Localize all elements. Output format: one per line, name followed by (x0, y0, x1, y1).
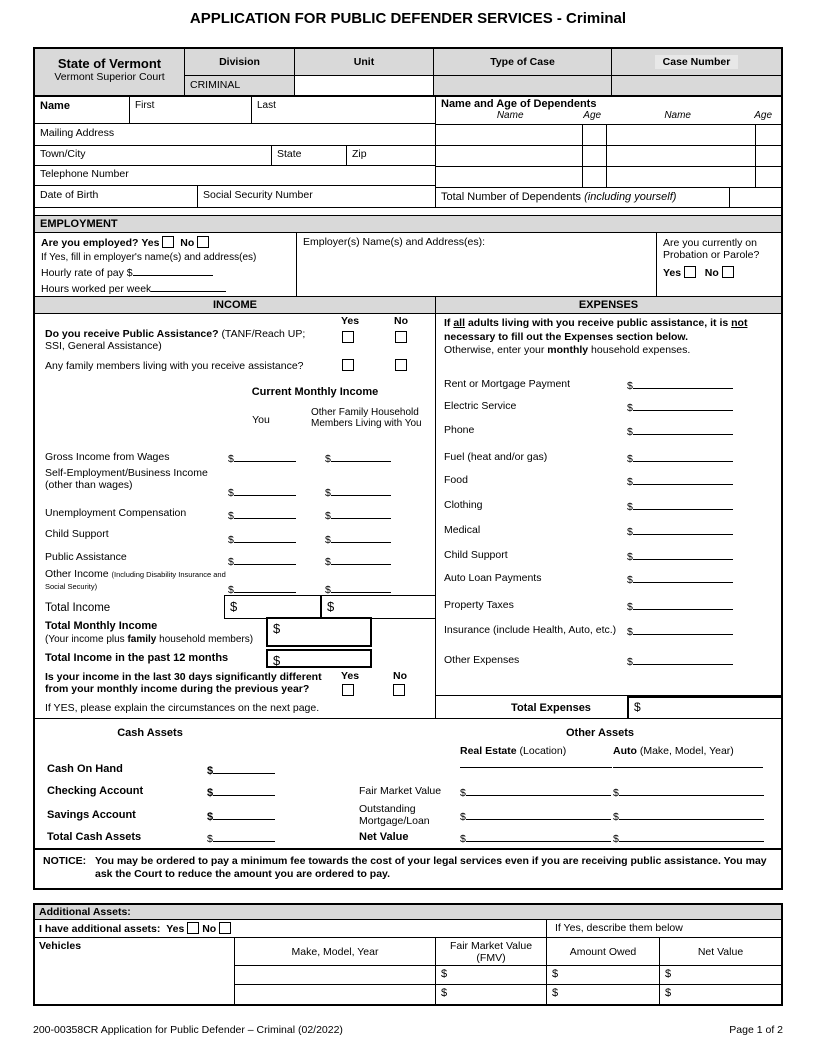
telephone-field[interactable] (35, 166, 435, 185)
division-label: Division (185, 49, 294, 76)
probation-question: Are you currently on Probation or Parole? (663, 237, 760, 261)
mailing-address-label: Mailing Address (40, 127, 115, 139)
income-different-no-header: No (393, 670, 407, 682)
cash-row-label: Cash On Hand (47, 763, 123, 775)
hourly-rate-line[interactable] (133, 265, 213, 276)
vehicle-net-cell[interactable] (660, 985, 781, 1004)
expense-row-label: Food (444, 474, 468, 486)
income-yes-header: Yes (340, 315, 360, 327)
expense-line[interactable] (627, 499, 733, 513)
income-if-yes-note: If YES, please explain the circumstances on the next page. (45, 702, 320, 714)
ssn-field[interactable] (198, 186, 435, 208)
dollar-sign: $ (273, 621, 281, 636)
expense-row-label: Child Support (444, 549, 508, 561)
outstanding-label-2: Mortgage/Loan (359, 815, 430, 827)
town-city-label: Town/City (40, 148, 86, 160)
dollar-sign: $ (228, 556, 234, 568)
dollar-sign: $ (325, 534, 331, 546)
probation-no-checkbox[interactable] (722, 266, 734, 278)
real-estate-label: Real Estate (Location) (460, 745, 567, 757)
dollar-sign: $ (325, 487, 331, 499)
court-cell (35, 49, 185, 95)
personal-section (33, 97, 783, 208)
dollar-sign: $ (613, 833, 619, 845)
zip-field[interactable] (347, 146, 435, 165)
public-assistance-no-checkbox[interactable] (395, 331, 407, 343)
expense-row-label: Fuel (heat and/or gas) (444, 451, 548, 463)
past-12-months-field[interactable] (266, 649, 372, 668)
dollar-sign: $ (627, 453, 633, 465)
dob-label: Date of Birth (40, 189, 99, 201)
footer-page-number: Page 1 of 2 (729, 1024, 783, 1036)
total-income-label: Total Income (45, 602, 111, 614)
auto-mortgage-line[interactable] (613, 809, 764, 823)
vehicle-net-cell[interactable] (660, 966, 781, 985)
expense-row-label: Phone (444, 424, 475, 436)
additional-assets-section (33, 903, 783, 1006)
dependents-col-name: Name (496, 110, 524, 121)
cash-line[interactable] (207, 809, 275, 823)
expenses-column (436, 314, 781, 718)
employed-yes-label: Yes (141, 237, 160, 249)
dependent-age-cell[interactable] (755, 145, 781, 166)
income-heading: INCOME (35, 297, 436, 313)
dollar-sign: $ (228, 534, 234, 546)
dollar-sign: $ (552, 968, 559, 980)
auto-label: Auto (Make, Model, Year) (613, 745, 734, 757)
dollar-sign: $ (441, 987, 448, 999)
town-city-field[interactable] (35, 146, 272, 165)
income-different-yes-header: Yes (340, 670, 360, 682)
past-12-months-label: Total Income in the past 12 months (45, 652, 229, 664)
expense-line[interactable] (627, 400, 733, 414)
total-expenses-label: Total Expenses (511, 702, 591, 714)
public-assistance-note: (TANF/Reach UP; SSI, General Assistance) (45, 328, 306, 352)
additional-no-checkbox[interactable] (219, 922, 231, 934)
dependents-row (436, 166, 781, 187)
dollar-sign: $ (627, 402, 633, 414)
dependents-total-note: (including yourself) (584, 191, 677, 203)
expense-line[interactable] (627, 624, 733, 638)
cash-line[interactable] (207, 763, 275, 777)
probation-yes-label: Yes (663, 267, 682, 279)
vehicles-header: Vehicles (35, 938, 235, 1004)
dollar-sign: $ (460, 787, 466, 799)
family-assistance-no-checkbox[interactable] (395, 359, 407, 371)
public-assistance-question: Do you receive Public Assistance? (45, 328, 219, 340)
dependent-name-cell[interactable] (436, 166, 582, 187)
income-no-header: No (394, 315, 408, 327)
other-assets-heading: Other Assets (565, 727, 635, 739)
dollar-sign: $ (441, 968, 448, 980)
dollar-sign: $ (325, 510, 331, 522)
income-column (35, 314, 436, 718)
real-estate-net-line[interactable] (460, 831, 611, 845)
total-monthly-income-label: Total Monthly Income (45, 620, 158, 632)
additional-assets-table (35, 938, 781, 1004)
outstanding-label-1: Outstanding (359, 803, 416, 815)
dependent-age-cell[interactable] (582, 124, 606, 145)
income-you-line[interactable] (228, 508, 296, 522)
hours-per-week-line[interactable] (151, 281, 226, 292)
dollar-sign: $ (627, 601, 633, 613)
auto-desc-line[interactable] (613, 757, 763, 768)
type-of-case-col (434, 49, 612, 95)
expense-line[interactable] (627, 524, 733, 538)
dollar-sign: $ (325, 453, 331, 465)
dollar-sign: $ (273, 653, 281, 668)
income-different-question: Is your income in the last 30 days significantly different from your monthly income during the previous year? (45, 671, 322, 695)
unit-label: Unit (295, 49, 433, 76)
employment-section (33, 233, 783, 296)
additional-no-label: No (202, 923, 217, 935)
amount-owed-header: Amount Owed (547, 938, 660, 966)
income-other-line[interactable] (325, 582, 391, 596)
total-monthly-income-note: (Your income plus family household members) (45, 634, 254, 645)
dependents-col-age: Age (754, 110, 773, 121)
vehicle-fmv-cell[interactable] (436, 966, 547, 985)
employed-no-label: No (180, 237, 195, 249)
dollar-sign: $ (460, 811, 466, 823)
employment-questions (35, 233, 297, 296)
unit-field[interactable] (295, 76, 433, 95)
assets-section (33, 718, 783, 848)
dependent-name-cell[interactable] (436, 145, 582, 166)
expense-row-label: Insurance (include Health, Auto, etc.) (444, 624, 617, 636)
auto-net-line[interactable] (613, 831, 764, 845)
first-name-field[interactable] (130, 97, 252, 123)
dependent-name-cell[interactable] (606, 124, 755, 145)
employer-label: Employer(s) Name(s) and Address(es): (303, 236, 486, 248)
fair-market-value-label: Fair Market Value (359, 785, 442, 797)
dollar-sign: $ (327, 599, 335, 614)
income-you-line[interactable] (228, 451, 296, 465)
notice-label: NOTICE: (43, 855, 87, 867)
division-col (185, 49, 295, 95)
dollar-sign: $ (230, 599, 238, 614)
unit-col (295, 49, 434, 95)
make-model-year-header: Make, Model, Year (235, 938, 436, 966)
case-number-field[interactable] (612, 76, 781, 95)
dependent-age-cell[interactable] (755, 124, 781, 145)
dollar-sign: $ (613, 811, 619, 823)
dollar-sign: $ (460, 833, 466, 845)
expense-line[interactable] (627, 378, 733, 392)
expense-line[interactable] (627, 474, 733, 488)
income-row-label: Self-Employment/Business Income (other than wages) (45, 467, 208, 491)
income-col-other: Other Family Household Members Living with You (311, 407, 422, 429)
employment-if-yes-note: If Yes, fill in employer's name(s) and address(es) (41, 251, 257, 263)
income-you-line[interactable] (228, 485, 296, 499)
income-row-label: Unemployment Compensation (45, 507, 187, 519)
income-different-yes-checkbox[interactable] (342, 684, 354, 696)
dollar-sign: $ (325, 556, 331, 568)
income-col-you: You (252, 414, 270, 426)
income-row-label: Gross Income from Wages (45, 451, 170, 463)
notice-text: You may be ordered to pay a minimum fee towards the cost of your legal services even if you are receiving public assistance. You may ask the Court to reduce the amount you are ordered to pay. (95, 855, 767, 880)
ssn-label: Social Security Number (203, 189, 313, 201)
mailing-address-field[interactable] (35, 124, 435, 145)
vehicle-fmv-cell[interactable] (436, 985, 547, 1004)
employment-heading: EMPLOYMENT (33, 215, 783, 233)
court-org-sub: Vermont Superior Court (54, 71, 165, 83)
dollar-sign: $ (627, 626, 633, 638)
dollar-sign: $ (228, 487, 234, 499)
dependents-row (436, 124, 781, 145)
dependents-col-name: Name (664, 110, 691, 121)
last-name-field[interactable] (252, 97, 435, 123)
income-row-label: Public Assistance (45, 551, 127, 563)
dependents-col-age: Age (583, 110, 602, 121)
employer-name-address-field[interactable] (297, 233, 657, 296)
net-value-label: Net Value (359, 831, 409, 843)
last-label: Last (257, 100, 276, 111)
income-you-line[interactable] (228, 582, 296, 596)
spacer (33, 208, 783, 215)
hourly-rate-label: Hourly rate of pay $ (41, 267, 133, 279)
cash-line[interactable] (207, 831, 275, 845)
income-row-label: Child Support (45, 528, 109, 540)
probation-cell (657, 233, 781, 296)
family-assistance-question: Any family members living with you receive assistance? (45, 360, 304, 372)
additional-yes-checkbox[interactable] (187, 922, 199, 934)
total-income-you-field[interactable] (224, 595, 321, 619)
expense-line[interactable] (627, 451, 733, 465)
income-other-line[interactable] (325, 485, 391, 499)
expense-row-label: Electric Service (444, 400, 517, 412)
net-value-header: Net Value (660, 938, 781, 966)
notice-section (33, 848, 783, 890)
real-estate-fmv-line[interactable] (460, 785, 611, 799)
employed-yes-checkbox[interactable] (162, 236, 174, 248)
income-you-line[interactable] (228, 554, 296, 568)
dependents-row (436, 145, 781, 166)
expenses-intro: If all adults living with you receive public assistance, it is not necessary to fill out the Expenses section below. Otherwise, enter your monthly household expenses. (444, 317, 748, 356)
expense-row-label: Clothing (444, 499, 483, 511)
dollar-sign: $ (207, 811, 214, 823)
dependent-name-cell[interactable] (436, 124, 582, 145)
additional-assets-question-row (35, 920, 781, 938)
current-monthly-income-heading: Current Monthly Income (251, 386, 379, 398)
expense-line[interactable] (627, 599, 733, 613)
dollar-sign: $ (627, 501, 633, 513)
public-assistance-yes-checkbox[interactable] (342, 331, 354, 343)
expense-row-label: Medical (444, 524, 481, 536)
page-footer (33, 1024, 783, 1036)
dollar-sign: $ (207, 787, 214, 799)
additional-assets-question: I have additional assets: (39, 923, 161, 935)
probation-yes-checkbox[interactable] (684, 266, 696, 278)
employed-question: Are you employed? (41, 237, 139, 249)
dollar-sign: $ (627, 476, 633, 488)
page-title: APPLICATION FOR PUBLIC DEFENDER SERVICES - Criminal (189, 10, 627, 27)
dependents-total-label: Total Number of Dependents (441, 191, 582, 203)
income-other-line[interactable] (325, 451, 391, 465)
dollar-sign: $ (207, 833, 213, 845)
additional-assets-heading: Additional Assets: (35, 905, 781, 920)
expense-line[interactable] (627, 654, 733, 668)
dollar-sign: $ (228, 453, 234, 465)
personal-left (35, 97, 436, 207)
dependents-heading: Name and Age of Dependents (441, 98, 597, 110)
case-number-label: Case Number (655, 55, 739, 69)
dollar-sign: $ (627, 656, 633, 668)
expense-row-label: Property Taxes (444, 599, 514, 611)
cash-row-label: Savings Account (47, 809, 136, 821)
cash-assets-heading: Cash Assets (117, 727, 183, 739)
vehicle-amount-cell[interactable] (547, 966, 660, 985)
total-expenses-field[interactable] (627, 696, 781, 718)
income-other-line[interactable] (325, 508, 391, 522)
expense-line[interactable] (627, 424, 733, 438)
employed-no-checkbox[interactable] (197, 236, 209, 248)
vehicle-make-cell[interactable] (235, 985, 436, 1004)
fmv-header: Fair Market Value (FMV) (436, 938, 547, 966)
income-other-line[interactable] (325, 554, 391, 568)
dob-field[interactable] (35, 186, 198, 208)
income-you-line[interactable] (228, 532, 296, 546)
expense-row-label: Auto Loan Payments (444, 572, 542, 584)
dependent-age-cell[interactable] (582, 145, 606, 166)
total-income-other-field[interactable] (321, 595, 436, 619)
expense-row-label: Other Expenses (444, 654, 520, 666)
additional-describe-label: If Yes, describe them below (555, 922, 683, 934)
dependent-name-cell[interactable] (606, 166, 755, 187)
first-label: First (135, 100, 155, 111)
dollar-sign: $ (325, 584, 331, 596)
total-expenses-row (436, 695, 781, 718)
dollar-sign: $ (613, 787, 619, 799)
zip-label: Zip (352, 148, 367, 160)
income-expenses-columns (33, 314, 783, 718)
probation-no-label: No (704, 267, 719, 279)
court-org: State of Vermont (57, 56, 162, 71)
vehicle-amount-cell[interactable] (547, 985, 660, 1004)
telephone-label: Telephone Number (40, 168, 129, 180)
dollar-sign: $ (552, 987, 559, 999)
dollar-sign: $ (207, 765, 214, 777)
dollar-sign: $ (665, 968, 672, 980)
auto-fmv-line[interactable] (613, 785, 764, 799)
income-row-label: Other Income (Including Disability Insurance and Social Security) (45, 568, 226, 591)
state-label: State (277, 148, 302, 160)
division-value: CRIMINAL (185, 76, 294, 95)
family-assistance-yes-checkbox[interactable] (342, 359, 354, 371)
type-of-case-field[interactable] (434, 76, 611, 95)
expenses-heading: EXPENSES (436, 297, 781, 313)
total-monthly-income-field[interactable] (266, 617, 372, 647)
hours-per-week-label: Hours worked per week (41, 282, 152, 295)
dollar-sign: $ (228, 510, 234, 522)
expense-row-label: Rent or Mortgage Payment (444, 378, 571, 390)
expense-line[interactable] (627, 549, 733, 563)
dependents-total-field[interactable] (729, 188, 781, 208)
dependents-total-row (436, 187, 781, 208)
expense-line[interactable] (627, 572, 733, 586)
real-estate-desc-line[interactable] (460, 757, 612, 768)
name-label: Name (40, 100, 70, 112)
court-header-table (33, 47, 783, 97)
real-estate-mortgage-line[interactable] (460, 809, 611, 823)
dollar-sign: $ (627, 574, 633, 586)
income-different-no-checkbox[interactable] (393, 684, 405, 696)
state-field[interactable] (272, 146, 347, 165)
type-of-case-label: Type of Case (434, 49, 611, 76)
dollar-sign: $ (627, 380, 633, 392)
dependent-age-cell[interactable] (582, 166, 606, 187)
cash-line[interactable] (207, 785, 275, 799)
vehicle-make-cell[interactable] (235, 966, 436, 985)
footer-form-number: 200-00358CR Application for Public Defender – Criminal (02/2022) (33, 1024, 343, 1036)
dollar-sign: $ (627, 426, 633, 438)
dependent-age-cell[interactable] (755, 166, 781, 187)
additional-yes-label: Yes (166, 923, 185, 935)
cash-row-label: Checking Account (47, 785, 144, 797)
dollar-sign: $ (634, 700, 641, 714)
dollar-sign: $ (627, 551, 633, 563)
income-other-line[interactable] (325, 532, 391, 546)
cash-row-label: Total Cash Assets (47, 831, 142, 843)
section-bars (33, 296, 783, 314)
dollar-sign: $ (627, 526, 633, 538)
case-number-col (612, 49, 781, 95)
dollar-sign: $ (665, 987, 672, 999)
dependent-name-cell[interactable] (606, 145, 755, 166)
dollar-sign: $ (228, 584, 234, 596)
dependents-section (436, 97, 781, 207)
